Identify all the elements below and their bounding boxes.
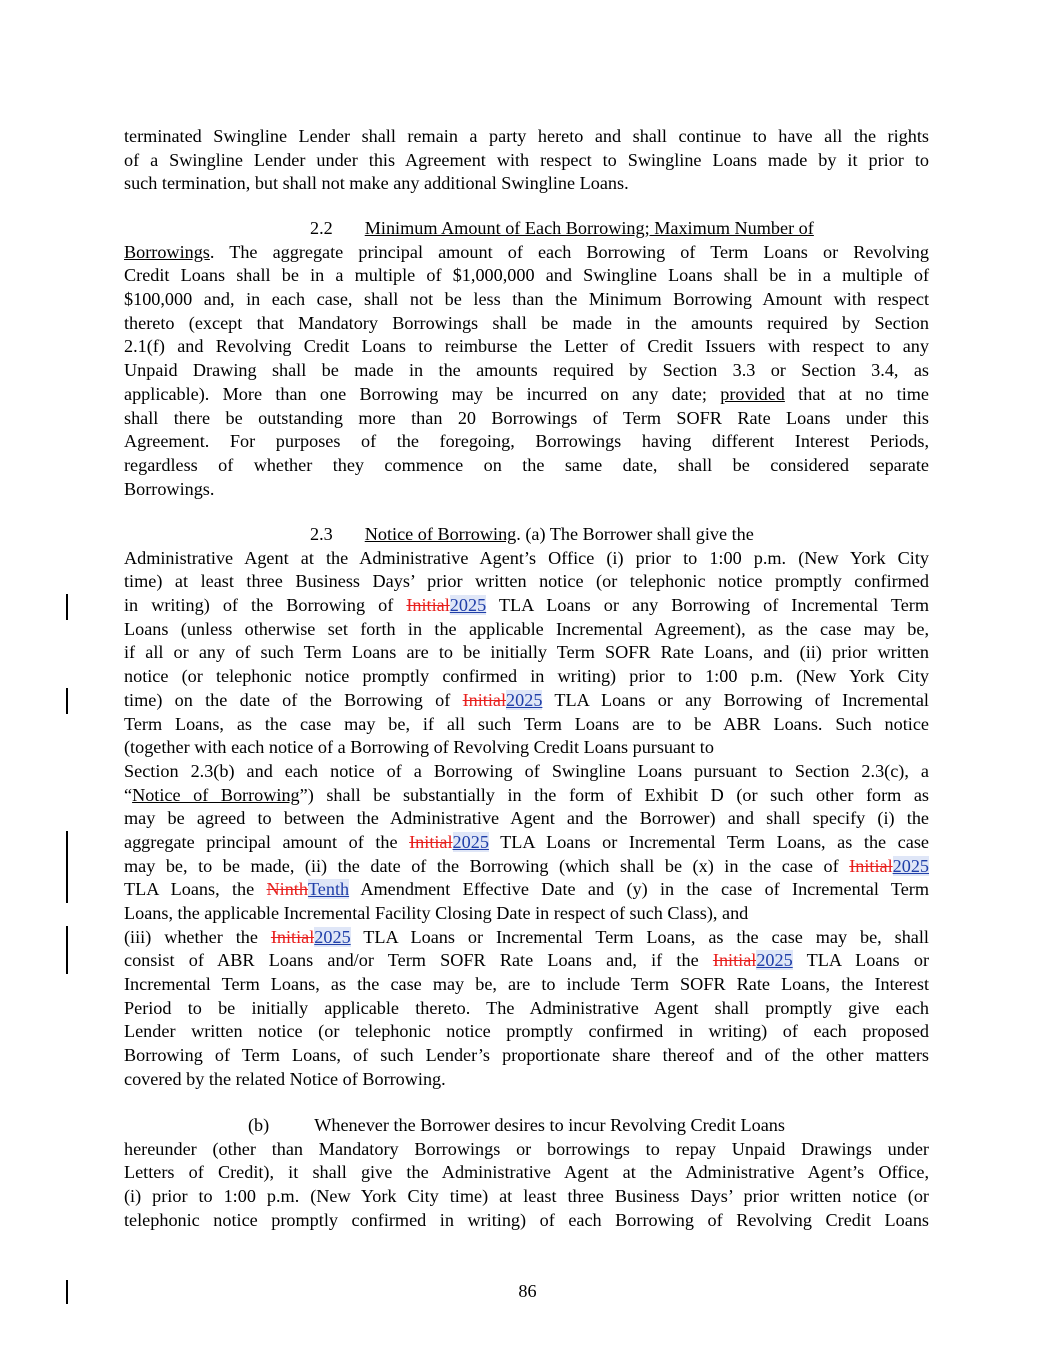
page-number: 86 — [518, 1281, 537, 1301]
section-heading-line — [124, 217, 929, 241]
text-line: telephonic notice promptly confirmed in writing) of each Borrowing of Revolving Credit Loans — [124, 1209, 929, 1230]
text-line — [124, 594, 929, 618]
change-bar — [66, 688, 68, 714]
text-run: Whenever the Borrower desires to incur Revolving Credit Loans — [314, 1115, 785, 1135]
text-run: TLA Loans or any Borrowing of Incremental Term — [486, 595, 929, 616]
text-line: Administrative Agent at the Administrative Agent’s Office (i) prior to 1:00 p.m. (New York City — [124, 547, 929, 568]
text-line — [124, 241, 929, 265]
text-run: TLA Loans or — [792, 950, 929, 971]
defined-term: provided — [720, 383, 785, 404]
text-line: 2.1(f) and Revolving Credit Loans to reimburse the Letter of Credit Issuers with respect to any — [124, 336, 929, 357]
text-line: Letters of Credit), it shall give the Administrative Agent at the Administrative Agent’s Office, — [124, 1162, 929, 1183]
section-number: 2.2 — [310, 218, 333, 238]
text-line — [124, 926, 929, 950]
text-run: aggregate principal amount of the — [124, 831, 410, 852]
text-run: in writing) of the Borrowing of — [124, 595, 407, 616]
text-run: TLA Loans or any Borrowing of Incremental — [542, 689, 929, 710]
text-line — [124, 784, 929, 808]
text-line: thereto (except that Mandatory Borrowings shall be made in the amounts required by Section — [124, 312, 929, 333]
text-line: covered by the related Notice of Borrowing. — [124, 1068, 446, 1089]
text-line: Lender written notice (or telephonic notice promptly confirmed in writing) of each proposed — [124, 1021, 929, 1042]
text-run: that at no time — [784, 383, 929, 404]
text-line: hereunder (other than Mandatory Borrowings or borrowings to repay Unpaid Drawings under — [124, 1138, 929, 1159]
text-line: if all or any of such Term Loans are to be initially Term SOFR Rate Loans, and (ii) prior written — [124, 642, 929, 663]
text-line: (together with each notice of a Borrowing of Revolving Credit Loans pursuant to — [124, 737, 714, 758]
subsection-heading-line — [124, 1114, 929, 1138]
paragraph-continuation — [124, 125, 929, 196]
section-heading-cont: Borrowings — [124, 241, 210, 262]
text-run: TLA Loans or Incremental Term Loans, as the case may be, shall — [350, 926, 929, 947]
text-line: such termination, but shall not make any additional Swingline Loans. — [124, 173, 629, 194]
text-line: Agreement. For purposes of the foregoing, Borrowings having different Interest Periods, — [124, 431, 929, 452]
text-run: applicable). More than one Borrowing may be incurred on any date; — [124, 383, 721, 404]
inserted-text: Tenth — [307, 879, 350, 900]
text-line — [124, 831, 929, 855]
text-run: (iii) whether the — [124, 926, 271, 947]
deleted-text: Initial — [409, 831, 453, 852]
defined-term: Notice of Borrowing — [132, 784, 300, 805]
text-line — [124, 878, 929, 902]
text-run: TLA Loans, the — [124, 879, 267, 900]
deleted-text: Initial — [712, 950, 757, 971]
text-line: time) at least three Business Days’ prior written notice (or telephonic notice promptly confirmed — [124, 571, 929, 592]
text-run: Amendment Effective Date and (y) in the case of Incremental Term — [349, 879, 929, 900]
text-line: Loans (unless otherwise set forth in the applicable Incremental Agreement), as the case may be, — [124, 618, 929, 639]
text-line: Term Loans, as the case may be, if all such Term Loans are to be ABR Loans. Such notice — [124, 713, 929, 734]
deleted-text: Initial — [406, 595, 450, 616]
change-bar — [66, 594, 68, 620]
text-run: consist of ABR Loans and/or Term SOFR Rate Loans and, if the — [124, 950, 713, 971]
text-run: “ — [124, 784, 133, 805]
text-run: TLA Loans or Incremental Term Loans, as the case — [488, 831, 929, 852]
inserted-text: 2025 — [314, 926, 351, 947]
text-line: regardless of whether they commence on the same date, shall be considered separate — [124, 454, 929, 475]
deleted-text: Initial — [849, 855, 893, 876]
text-line: shall there be outstanding more than 20 Borrowings of Term SOFR Rate Loans under this — [124, 407, 929, 428]
section-heading: Minimum Amount of Each Borrowing; Maximum Number of — [364, 218, 814, 238]
text-line — [124, 383, 929, 407]
text-line: of a Swingline Lender under this Agreement with respect to Swingline Loans made by it prior to — [124, 149, 929, 170]
text-line: $100,000 and, in each case, shall not be less than the Minimum Borrowing Amount with respect — [124, 289, 929, 310]
deleted-text: Initial — [462, 689, 507, 710]
subsection-number: (b) — [248, 1115, 270, 1135]
deleted-text: Initial — [270, 926, 315, 947]
change-bar — [66, 831, 68, 903]
text-line: Borrowing of Term Loans, of such Lender’s proportionate share thereof and of the other matters — [124, 1045, 929, 1066]
text-run: may be, to be made, (ii) the date of the Borrowing (which shall be (x) in the case of — [124, 855, 850, 876]
text-run: ”) shall be substantially in the form of Exhibit D (or such other form as — [299, 784, 930, 805]
text-line: Loans, the applicable Incremental Facility Closing Date in respect of such Class), and — [124, 903, 749, 923]
text-line — [124, 949, 929, 973]
text-line: (i) prior to 1:00 p.m. (New York City time) at least three Business Days’ prior written notice (or — [124, 1186, 929, 1207]
text-line — [124, 689, 929, 713]
section-heading: Notice of Borrowing — [364, 524, 517, 544]
text-line: notice (or telephonic notice promptly confirmed in writing) prior to 1:00 p.m. (New York City — [124, 666, 929, 687]
inserted-text: 2025 — [892, 855, 929, 876]
text-line: Period to be initially applicable thereto. The Administrative Agent shall promptly give each — [124, 997, 929, 1018]
text-line: Unpaid Drawing shall be made in the amounts required by Section 3.3 or Section 3.4, as — [124, 360, 929, 381]
inserted-text: 2025 — [449, 595, 487, 616]
text-line — [124, 855, 929, 879]
text-line: may be agreed to between the Administrative Agent and the Borrower) and shall specify (i) the — [124, 808, 929, 829]
section-2-3 — [124, 523, 929, 1092]
change-bar — [66, 926, 68, 974]
text-run: . The aggregate principal amount of each Borrowing of Term Loans or Revolving — [209, 241, 929, 262]
text-line: Incremental Term Loans, as the case may be, are to include Term SOFR Rate Loans, the Interest — [124, 974, 929, 995]
section-number: 2.3 — [310, 524, 333, 544]
text-line: Section 2.3(b) and each notice of a Borrowing of Swingline Loans pursuant to Section 2.3(c), a — [124, 760, 929, 781]
section-heading-line — [124, 523, 929, 547]
text-line: Borrowings. — [124, 478, 215, 499]
inserted-text: 2025 — [756, 950, 793, 971]
text-line: Credit Loans shall be in a multiple of $1,000,000 and Swingline Loans shall be in a multiple of — [124, 265, 929, 286]
inserted-text: 2025 — [452, 831, 489, 852]
deleted-text: Ninth — [266, 879, 308, 900]
section-2-3-b — [124, 1114, 929, 1232]
text-run: time) on the date of the Borrowing of — [124, 689, 463, 710]
text-line: terminated Swingline Lender shall remain a party hereto and shall continue to have all the rights — [124, 126, 929, 146]
text-run: . (a) The Borrower shall give the — [516, 524, 754, 544]
inserted-text: 2025 — [506, 689, 543, 710]
section-2-2 — [124, 217, 929, 501]
